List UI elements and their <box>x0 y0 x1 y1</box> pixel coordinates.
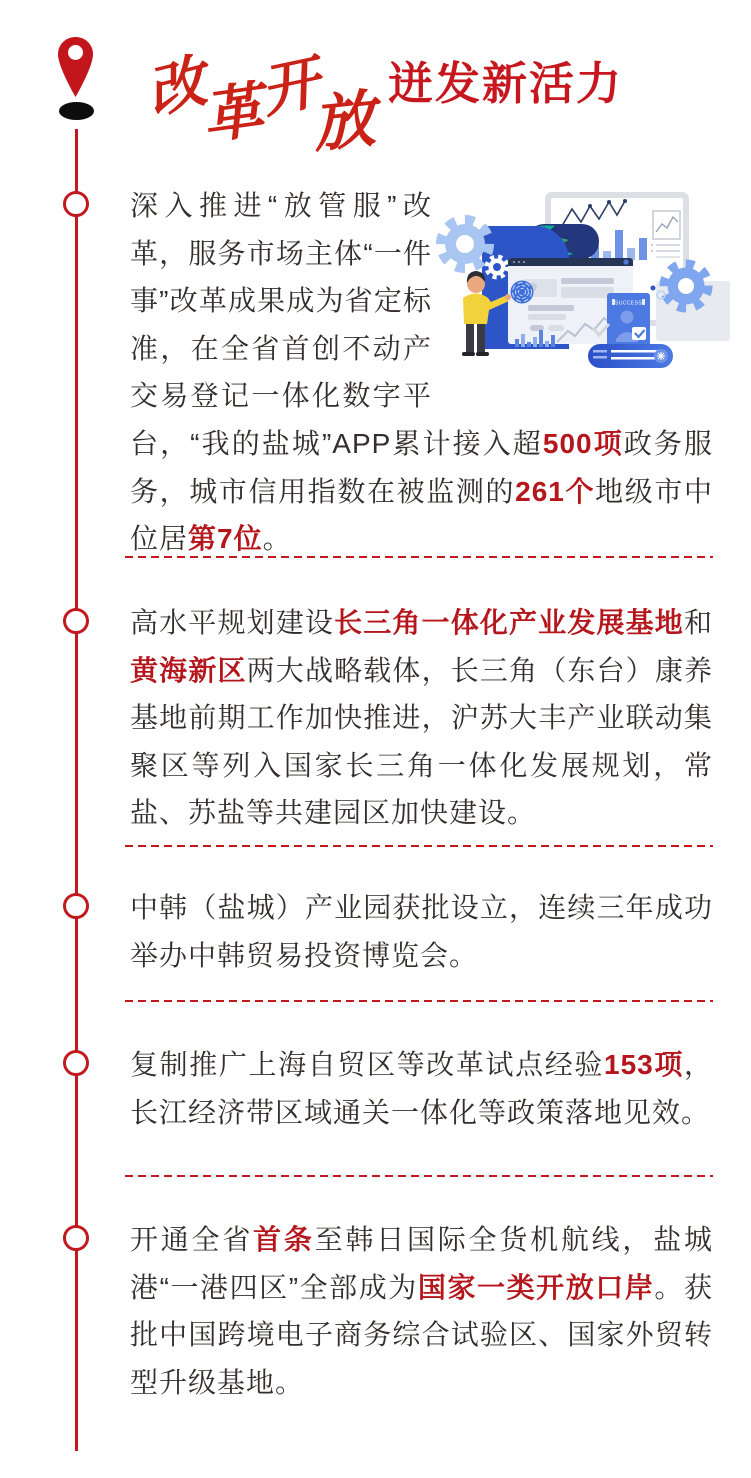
timeline-node <box>63 191 89 217</box>
dashed-divider <box>125 1000 713 1002</box>
highlight-text: 长三角一体化产业发展基地 <box>334 607 684 638</box>
board-picture-frame <box>653 211 680 239</box>
timeline-node <box>63 608 89 634</box>
calligraphy-char: 开 <box>255 49 326 126</box>
body-text: 地级市中位居 <box>130 475 713 555</box>
section-5-paragraph <box>130 1216 713 1406</box>
calligraphy-char: 放 <box>309 84 379 161</box>
dashed-divider <box>125 556 713 558</box>
page-title: 迸发新活力 <box>388 58 624 109</box>
highlight-text: 500项 <box>542 427 624 459</box>
highlight-text: 第7位 <box>188 523 263 555</box>
highlight-text: 261个 <box>515 475 596 507</box>
digital-government-illustration <box>435 184 735 396</box>
body-text: 复制推广上海自贸区等改革试点经验 <box>130 1049 605 1080</box>
timeline-rail <box>75 129 78 1451</box>
timeline-node <box>63 1050 89 1076</box>
dashed-divider <box>125 1175 713 1177</box>
calligraphy-char: 改 <box>140 48 213 126</box>
body-text: ，长江经济带区域通关一体化等政策落地见效。 <box>130 1049 713 1128</box>
highlight-text: 首条 <box>253 1224 315 1255</box>
highlight-text: 153项 <box>604 1049 684 1080</box>
section-2-paragraph <box>130 599 713 837</box>
dashed-divider <box>125 845 713 847</box>
highlight-text: 国家一类开放口岸 <box>417 1271 655 1303</box>
id-card <box>607 293 650 346</box>
timeline-section-5 <box>130 1216 713 1406</box>
calligraphy-char: 革 <box>198 76 267 151</box>
timeline-section-2 <box>130 599 713 837</box>
blue-ribbon <box>588 344 673 368</box>
card-label: SUCCESS <box>615 300 642 307</box>
tech-illustration <box>436 182 713 418</box>
highlight-text: 黄海新区 <box>130 654 247 686</box>
body-text: 两大战略载体，长三角（东台）康养基地前期工作加快推进，沪苏大丰产业联动集聚区等列入国家长三角一体化发展规划，常盐、苏盐等共建园区加快建设。 <box>130 654 713 829</box>
body-text: 至韩日国际全货机航线，盐城港“一港四区”全部成为 <box>130 1224 713 1303</box>
body-text: 。获批中国跨境电子商务综合试验区、国家外贸转型升级基地。 <box>130 1271 713 1398</box>
section-1-paragraph <box>130 182 713 563</box>
body-text: 中韩（盐城）产业园获批设立，连续三年成功举办中韩贸易投资博览会。 <box>130 892 713 971</box>
timeline-section-1 <box>130 182 713 563</box>
body-text: 和 <box>683 607 713 638</box>
timeline-node <box>63 893 89 919</box>
body-text: 。 <box>262 523 292 555</box>
body-text: 高水平规划建设 <box>130 607 335 638</box>
timeline-node <box>63 1225 89 1251</box>
fingerprint-badge-icon <box>511 281 534 304</box>
section-4-paragraph <box>130 1041 713 1136</box>
section-3-paragraph <box>130 884 713 979</box>
body-text: 政务服务，城市信用指数在被监测的 <box>130 427 713 507</box>
timeline-section-3 <box>130 884 713 979</box>
body-text: 开通全省 <box>130 1224 254 1255</box>
pin-shadow-ellipse <box>59 102 94 120</box>
timeline-section-4 <box>130 1041 713 1136</box>
body-text: 深入推进“放管服”改革，服务市场主体“一件事”改革成果成为省定标准，在全省首创不动产交易登记一体化数字平台，“我的盐城”APP累计接入超 <box>130 190 543 459</box>
map-pin-icon <box>57 36 94 98</box>
title-calligraphy <box>140 28 390 161</box>
